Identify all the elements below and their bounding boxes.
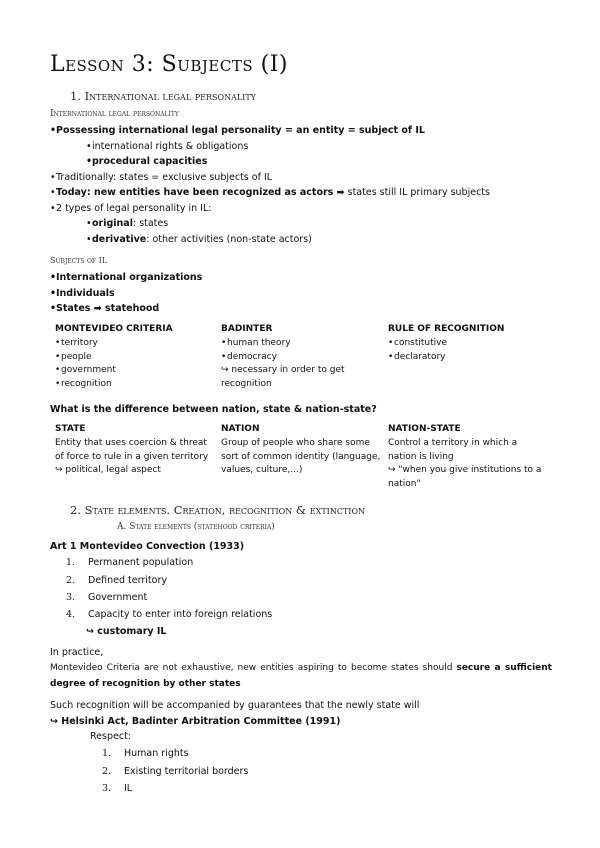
nation-state-heading: NATION-STATE bbox=[388, 424, 461, 434]
bullet-text: 2 types of legal personality in IL: bbox=[56, 203, 212, 214]
badinter-heading: BADINTER bbox=[221, 324, 273, 334]
list-text: Defined territory bbox=[88, 575, 167, 586]
badinter-item bbox=[221, 337, 291, 351]
bullet-text: States ➡ statehood bbox=[56, 303, 160, 314]
bullet-traditionally bbox=[50, 172, 272, 183]
bullet-rights-obligations bbox=[86, 141, 248, 152]
list-number: 2. bbox=[66, 575, 76, 586]
bullet-text: international rights & obligations bbox=[92, 141, 249, 152]
bullet-text-bold: Today: new entities have been recognized as actors ➡ bbox=[56, 187, 345, 198]
badinter-note: ↪ necessary in order to get recognition bbox=[221, 365, 345, 389]
page-title: Lesson 3: Subjects (I) bbox=[50, 52, 288, 77]
item-text: democracy bbox=[227, 352, 277, 362]
in-practice-label: In practice, bbox=[50, 647, 104, 658]
montevideo-convention-title: Art 1 Montevideo Convection (1933) bbox=[50, 541, 245, 552]
rule-of-recognition-heading: RULE OF RECOGNITION bbox=[388, 324, 505, 334]
practice-paragraph-line-1 bbox=[50, 663, 552, 673]
subjects-heading: Subjects of IL bbox=[50, 256, 108, 265]
list-text: Existing territorial borders bbox=[124, 766, 249, 777]
nation-heading: NATION bbox=[221, 424, 260, 434]
list-item bbox=[102, 766, 248, 777]
bullet-text: : states bbox=[132, 218, 169, 229]
list-item bbox=[66, 575, 167, 586]
section-1-heading: 1. International legal personality bbox=[70, 89, 256, 103]
bullet-text-bold: original bbox=[92, 218, 133, 229]
section-1-subheading: International legal personality bbox=[50, 109, 179, 119]
paragraph-bold-text: secure a sufficient bbox=[456, 663, 552, 673]
bullet-text: states still IL primary subjects bbox=[344, 187, 490, 198]
list-item bbox=[102, 748, 189, 759]
bullet-today bbox=[50, 187, 490, 198]
item-text: human theory bbox=[227, 338, 291, 348]
list-text: Permanent population bbox=[88, 557, 194, 568]
difference-question: What is the difference between nation, state & nation-state? bbox=[50, 404, 377, 415]
helsinki-act-note: ↪ Helsinki Act, Badinter Arbitration Committee (1991) bbox=[50, 716, 341, 727]
list-number: 1. bbox=[102, 748, 112, 759]
bullet-text-bold: derivative bbox=[92, 234, 147, 245]
nation-definition: Group of people who share some sort of common identity (language, values, culture,...) bbox=[221, 438, 381, 475]
subject-states bbox=[50, 303, 159, 314]
bullet-legal-personality bbox=[50, 125, 425, 136]
bullet-text: International organizations bbox=[56, 272, 203, 283]
item-text: declaratory bbox=[394, 352, 446, 362]
badinter-item bbox=[221, 351, 277, 365]
subject-international-organizations bbox=[50, 272, 202, 283]
recognition-guarantees: Such recognition will be accompanied by guarantees that the newly state will bbox=[50, 700, 420, 711]
list-text: Government bbox=[88, 592, 148, 603]
montevideo-item bbox=[55, 351, 92, 365]
bullet-original bbox=[86, 218, 168, 229]
list-item bbox=[66, 592, 147, 603]
montevideo-item bbox=[55, 364, 116, 378]
bullet-text: Possessing international legal personality = an entity = subject of IL bbox=[56, 125, 425, 136]
state-definition: Entity that uses coercion & threat of force to rule in a given territory bbox=[55, 438, 209, 462]
state-heading: STATE bbox=[55, 424, 86, 434]
recognition-item bbox=[388, 337, 447, 351]
list-number: 4. bbox=[66, 609, 76, 620]
bullet-two-types bbox=[50, 203, 211, 214]
list-item bbox=[66, 609, 272, 620]
list-number: 3. bbox=[102, 783, 112, 794]
bullet-text: procedural capacities bbox=[92, 156, 208, 167]
section-2-subheading: A. State elements (statehood criteria) bbox=[117, 522, 275, 532]
state-note: ↪ political, legal aspect bbox=[55, 465, 161, 475]
list-text: IL bbox=[124, 783, 133, 794]
nation-state-definition: Control a territory in which a nation is living bbox=[388, 438, 518, 462]
list-number: 1. bbox=[66, 557, 76, 568]
bullet-derivative bbox=[86, 234, 312, 245]
list-text: Human rights bbox=[124, 748, 189, 759]
section-2-heading: 2. State elements. Creation, recognition & extinction bbox=[70, 503, 365, 517]
item-text: constitutive bbox=[394, 338, 448, 348]
list-item bbox=[66, 557, 193, 568]
montevideo-item bbox=[55, 337, 98, 351]
subject-individuals bbox=[50, 288, 115, 299]
nation-state-note: ↪ "when you give institutions to a nation" bbox=[388, 465, 542, 489]
respect-label: Respect: bbox=[90, 731, 131, 742]
item-text: recognition bbox=[61, 379, 112, 389]
list-text: Capacity to enter into foreign relations bbox=[88, 609, 273, 620]
item-text: government bbox=[61, 365, 116, 375]
bullet-text: Individuals bbox=[56, 288, 115, 299]
item-text: people bbox=[61, 352, 92, 362]
list-number: 3. bbox=[66, 592, 76, 603]
item-text: territory bbox=[61, 338, 98, 348]
customary-il-note: ↪ customary IL bbox=[86, 626, 167, 637]
bullet-procedural-capacities bbox=[86, 156, 207, 167]
bullet-text: Traditionally: states = exclusive subjects of IL bbox=[56, 172, 273, 183]
practice-paragraph-line-2: degree of recognition by other states bbox=[50, 679, 241, 689]
paragraph-text: Montevideo Criteria are not exhaustive, new entities aspiring to become states should bbox=[50, 663, 457, 673]
montevideo-criteria-heading: MONTEVIDEO CRITERIA bbox=[55, 324, 173, 334]
recognition-item bbox=[388, 351, 446, 365]
montevideo-item bbox=[55, 378, 112, 392]
list-item bbox=[102, 783, 132, 794]
list-number: 2. bbox=[102, 766, 112, 777]
bullet-text: : other activities (non-state actors) bbox=[146, 234, 312, 245]
